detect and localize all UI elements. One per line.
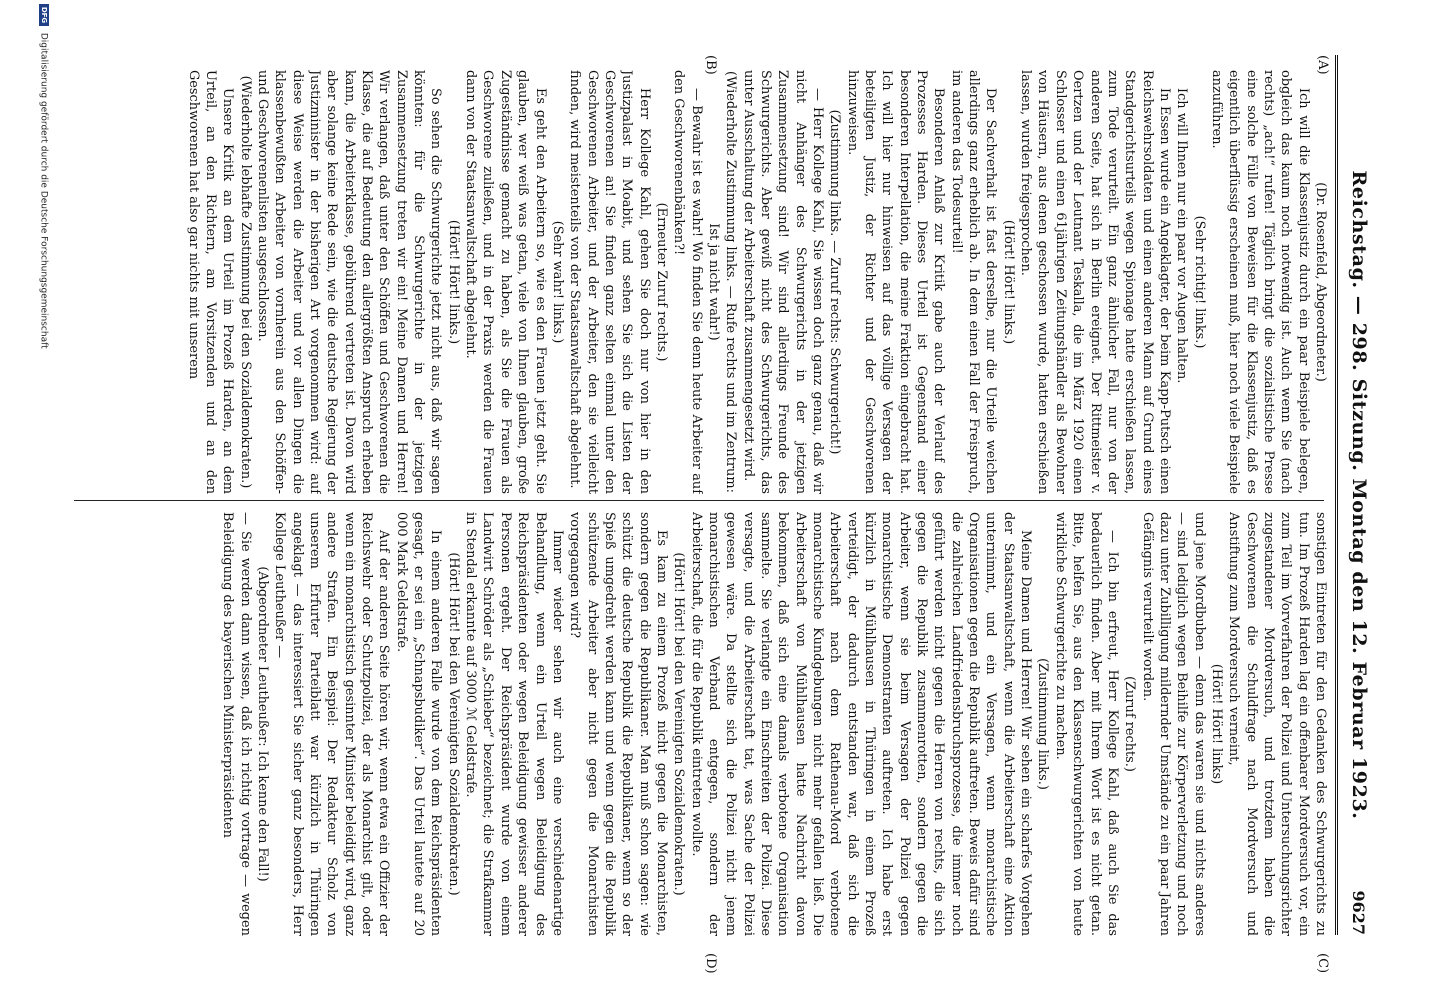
paragraph: So sehen die Schwurgerichte jetzt nicht aus, daß wir sagen könnten: für die Schwurgerichte in der jetzigen Zusammensetzung treten wir ein! Meine Damen und Herren! Wir verlangen, daß unter den Schöffen und Geschworenen die Klasse, die auf Bedeutung den allergrößten Anspruch erheben kann, die Arbeiterklasse, gebührend vertreten ist. Davon wird aber solange keine Rede sein, wie die deutsche Regierung der Justizminister in der bisherigen Art vorgenommen wird: auf diese Weise werden die Arbeiter und vor allen Dingen die klassenbewußten Arbeiter von vornherein aus den Schöffen- und Geschworenenlisten ausgeschlossen.: [255, 70, 444, 494]
interjection: (Erneuter Zuruf rechts.): [653, 202, 669, 362]
paragraph: Immer wieder sehen wir auch eine verschiedenartige Behandlung, wenn ein Urteil wegen Beleidigung des Reichspräsidenten oder wegen Beleidigung gewisser anderer Personen ergeht. Der Reichspräsident wurde von einem Landwirt Schröder als „Schieber“ bezeichnet; die Strafkammer in Stendal erkannte auf 3000 ℳ Geldstrafe.: [463, 512, 565, 936]
interjection: (Hört! Hört! bei den Vereinigten Sozialdemokraten.): [671, 552, 687, 896]
paragraph: und jene Mordbuben — denn das waren sie und nichts anderes — sind lediglich wegen Beihilfe zur Körperverletzung und noch dazu unter Zubilligung mildernder Umstände zu ein paar Jahren Gefängnis verurteilt worden.: [1139, 512, 1207, 936]
paragraph: Es kam zu einem Prozeß nicht gegen die Monarchisten, sondern gegen die Republikaner. Man muß schon sagen: wie schützt die deutsche Republik die Republikaner, wenn so der Spieß umgedreht werden kann und wenn gegen die Republik schützende Arbeiter aber nicht gegen die Monarchisten vorgegangen wird?: [567, 512, 669, 936]
paragraph: Besonderen Anlaß zur Kritik gabe auch der Verlauf des Prozesses Harden. Dieses Urteil ist Gegenstand einer besonderen Interpellation, die meine Fraktion eingebracht hat. Ich will hier nur hinweisen auf das völlige Versagen der beteiligten Justiz, der Richter und der Geschworenen hinzuweisen.: [844, 70, 947, 494]
paragraph: In Essen wurde ein Angeklagter, der beim Kapp-Putsch einen Reichswehrsoldaten und einen anderen Mann auf Grund eines Standgerichtsurteils wegen Spionage hatte erschießen lassen, zum Tode verurteilt. Ein ganz ähnlicher Fall, nur von der anderen Seite, hat sich in Berlin ereignet. Der Rittmeister v. Oertzen und der Leutnant Teskalla, die im März 1920 einen Schlosser und einen 61jährigen Zeitungshändler als Bewohner von Häusern, aus denen geschossen wurde, hatten erschießen lassen, wurden freigesprochen.: [1018, 70, 1172, 494]
interjection: (Wiederholte lebhafte Zustimmung bei den Sozialdemokraten.): [237, 75, 253, 489]
paragraph: Ich will die Klassenjustiz durch ein paar Beispiele belegen, obgleich das kaum noch notwendig ist. Auch wenn Sie (nach rechts) „ach!“ rufen! Täglich bringt die sozialistische Presse eine solche Fülle von Beweisen für die Klassenjustiz, daß es eigentlich überflüssig erscheinen muß, hier noch viele Beispiele anzuführen.: [1208, 70, 1311, 494]
interjection: (Sehr wahr! links.): [549, 220, 565, 344]
margin-mark-d: (D): [703, 953, 718, 974]
page-header: [1335, 55, 1374, 935]
credit-text: Digitalisierung gefördert durch die Deutsche Forschungsgemeinschaft: [38, 32, 49, 349]
paragraph: Unsere Kritik an dem Urteil im Prozeß Harden, an dem Urteil, an den Richtern, am Vorsitzenden und an den Geschworenen hat also gar nichts mit unserem: [185, 70, 236, 494]
paragraph: Herr Kollege Kahl, gehen Sie doch nur von hier in den Justizpalast in Moabit, und sehen Sie sich die Listen der Geschworenen an! Sie finden ganz selten einmal unter den Geschworenen Arbeiter, und der Arbeiter, den sie vielleicht finden, wird meistenteils von der Staatsanwaltschaft abgelehnt.: [567, 70, 652, 494]
right-text-column: [59, 512, 1329, 936]
interjection: (Zuruf rechts.): [1122, 676, 1138, 772]
paragraph: — Sie werden dann wissen, daß ich richtig vortrage — wegen Beleidigung des bayerischen Ministerpräsidenten: [220, 512, 253, 936]
paragraph: — Bewahr ist es wahr! Wo finden Sie denn heute Arbeiter auf den Geschworenenbänken?!: [671, 70, 704, 494]
margin-mark-c: (C): [1315, 953, 1330, 974]
paragraph: Auf der anderen Seite hören wir, wenn etwa ein Offizier der Reichswehr oder Schutzpolizei, der als Monarchist gilt, oder wenn ein monarchistisch gesinnter Minister beleidigt wird, ganz andere Strafen. Ein Beispiel: Der Redakteur Scholz von unserem Erfurter Parteiblatt war kürzlich in Thüringen angeklagt — das interessiert Sie sicher ganz besonders, Herr Kollege Leutheußer —: [272, 512, 392, 936]
paragraph: Der Sachverhalt ist fast derselbe, nur die Urteile weichen allerdings ganz erheblich ab. In dem einen Fall der Freispruch, im anderen das Todesurteil!: [948, 70, 999, 494]
interjection: (Sehr richtig! links.): [1191, 215, 1207, 349]
interjection: (Zustimmung links.): [1035, 658, 1051, 790]
dfg-logo: DFG: [39, 4, 49, 26]
paragraph: — Herr Kollege Kahl, Sie wissen doch ganz genau, daß wir nicht Anhänger des Schwurgerichts in der jetzigen Zusammensetzung sind! Wir sind allerdings Freunde des Schwurgerichts. Aber gewiß nicht des Schwurgerichts, das unter Ausschaltung der Arbeiterschaft zusammengesetzt wird.: [740, 70, 826, 494]
paragraph: Meine Damen und Herren! Wir sehen ein scharfes Vorgehen der Staatsanwaltschaft, wenn die Arbeiterschaft eine Aktion unternimmt, und ein Versagen, wenn monarchistische Organisationen gegen die Republik auftreten. Beweis dafür sind die zahlreichen Landfriedensbruchsprozesse, die immer noch geführt werden nicht gegen die Herren von rechts, die sich gegen die Republik zusammenrotten, sondern gegen die Arbeiter, wenn sie beim Versagen der Polizei gegen monarchistische Demonstranten auftreten. Ich habe erst kürzlich in Mühlhausen in Thüringen in einem Prozeß verteidigt, der dadurch entstanden war, daß sich die Arbeiterschaft nach dem Rathenau-Mord verbotene monarchistische Kundgebungen nicht mehr gefallen ließ. Die Arbeiterschaft von Mühlhausen hatte Nachricht davon bekommen, daß sich eine damals verbotene Organisation sammelte. Sie verlangte ein Einschreiten der Polizei. Diese versagte, und die Arbeiterschaft tat, was Sache der Polizei gewesen wäre. Da stellte sich die Polizei nicht jenem monarchistischen Verband entgegen, sondern der Arbeiterschaft, die für die Republik eintreten wollte.: [688, 512, 1034, 936]
interjection: (Abgeordneter Leutheußer: Ich kenne den Fall!): [255, 566, 271, 882]
interjection: (Zustimmung links. — Zuruf rechts: Schwurgericht!): [827, 109, 843, 455]
column-divider: [74, 500, 1324, 501]
paragraph: In einem anderen Falle wurde von dem Reichspräsidenten gesagt, er sei ein „Schnapsbudiker“. Das Urteil lautete auf 20 000 Mark Geldstrafe.: [393, 512, 444, 936]
interjection: (Hört! Hört! links): [1208, 663, 1224, 785]
paragraph: — Ich bin erfreut, Herr Kollege Kahl, daß auch Sie das bedauerlich finden. Aber mit Ihrem Wort ist es nicht getan. Bitte, helfen Sie, aus den Klassenschwurgerichten von heute wirkliche Schwurgerichte zu machen.: [1052, 512, 1120, 936]
interjection: (Hört! Hört! links.): [1000, 219, 1016, 345]
paragraph: Es geht den Arbeitern so, wie es den Frauen jetzt geht. Sie glauben, wer weiß was getan, viele von Ihnen glauben, große Zugeständnisse gemacht zu haben, als Sie die Frauen als Geschworene zuließen, und in der Praxis werden die Frauen dann von der Staatsanwaltschaft abgelehnt.: [463, 70, 548, 494]
paragraph: Ich will Ihnen nur ein paar vor Augen halten.: [1174, 88, 1190, 384]
interjection: (Hört! Hört! bei den Vereinigten Sozialdemokraten.): [445, 552, 461, 896]
margin-mark-a: (A): [1315, 55, 1330, 75]
left-text-column: [59, 70, 1329, 494]
paragraph: sonstigen Eintreten für den Gedanken des Schwurgerichts zu tun. Im Prozeß Harden lag ein offenbarer Mordversuch vor, ein zum Teil im Vorverfahren der Polizei und Untersuchungsrichter zugestandener Mordversuch, und trotzdem haben die Geschworenen die Schuldfrage nach Mordversuch und Anstiftung zum Mordversuch verneint,: [1226, 512, 1328, 936]
header-title: Reichstag. — 298. Sitzung. Montag den 12. Februar 1923.: [1348, 170, 1370, 820]
interjection: (Dr. Rosenfeld, Abgeordneter.): [1313, 182, 1328, 382]
margin-mark-b: (B): [703, 55, 718, 75]
interjection: (Wiederholte Zustimmung links. — Rufe rechts und im Zentrum: Ist ja nicht wahr!): [705, 71, 739, 493]
page-number: 9627: [1349, 890, 1368, 935]
digitization-credit: [19, 4, 49, 996]
interjection: (Hört! Hört! links.): [445, 219, 461, 345]
